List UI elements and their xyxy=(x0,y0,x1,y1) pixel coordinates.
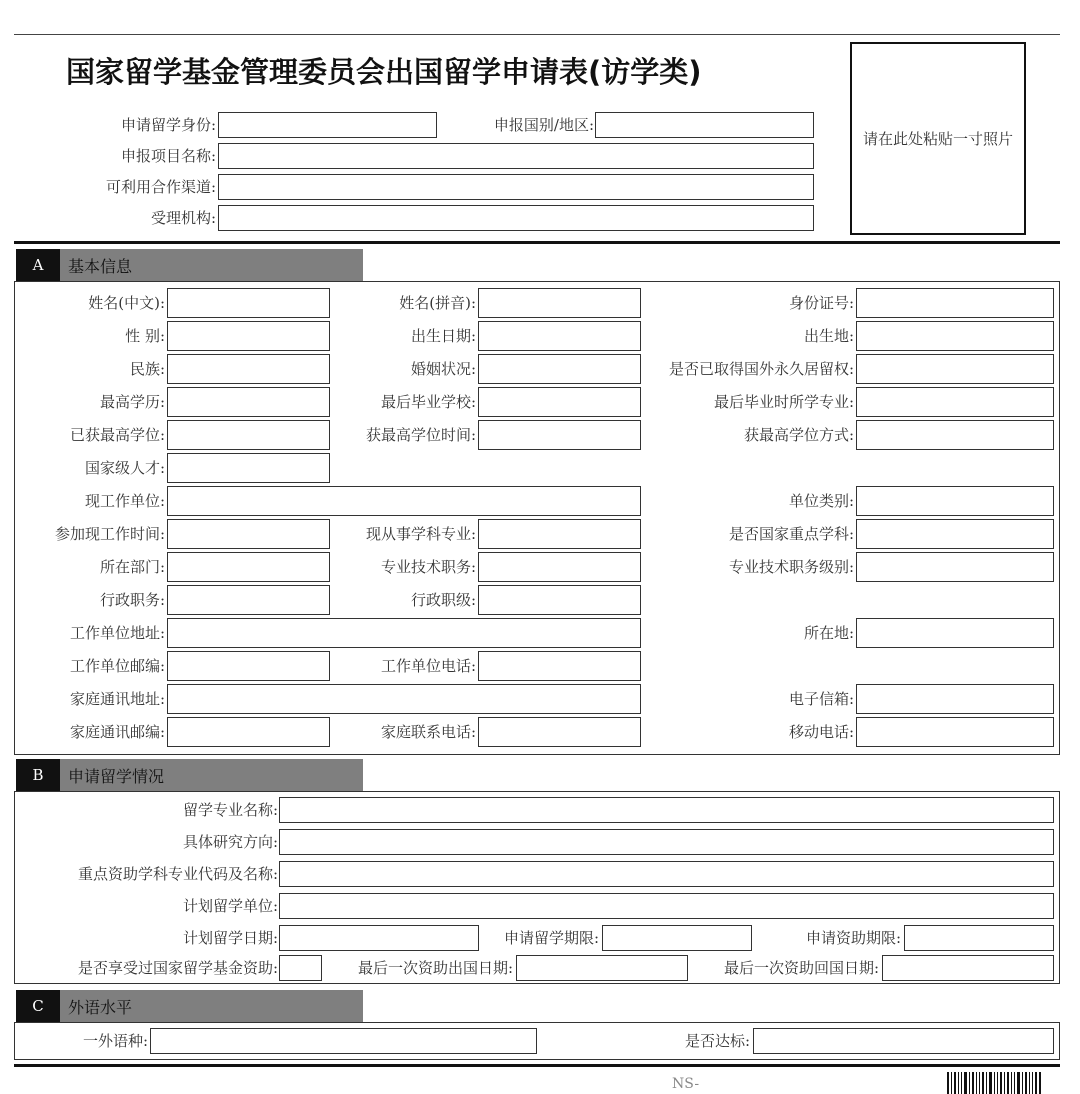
degree-way-label: 获最高学位方式: xyxy=(743,426,854,444)
work-address-input[interactable] xyxy=(167,618,641,648)
plan-date-label: 计划留学日期: xyxy=(182,929,278,947)
home-address-label: 家庭通讯地址: xyxy=(69,690,165,708)
plan-date-input[interactable] xyxy=(279,925,479,951)
pr-abroad-label: 是否已取得国外永久居留权: xyxy=(668,360,854,378)
project-label: 申报项目名称: xyxy=(120,147,216,165)
section-b-header xyxy=(16,759,363,791)
form-title: 国家留学基金管理委员会出国留学申请表(访学类) xyxy=(66,55,702,89)
admin-level-label: 行政职级: xyxy=(410,591,476,609)
section-c-letter: C xyxy=(16,990,60,1022)
work-zip-label: 工作单位邮编: xyxy=(69,657,165,675)
tech-title-input[interactable] xyxy=(478,552,641,582)
education-label: 最高学历: xyxy=(99,393,165,411)
funded-before-label: 是否享受过国家留学基金资助: xyxy=(77,959,278,977)
department-label: 所在部门: xyxy=(99,558,165,576)
section-c-title: 外语水平 xyxy=(60,990,363,1022)
work-phone-label: 工作单位电话: xyxy=(380,657,476,675)
language-input[interactable] xyxy=(150,1028,537,1054)
barcode-icon xyxy=(947,1072,1042,1094)
birth-place-label: 出生地: xyxy=(803,327,854,345)
pr-abroad-input[interactable] xyxy=(856,354,1054,384)
birth-place-input[interactable] xyxy=(856,321,1054,351)
top-rule xyxy=(14,34,1060,35)
key-discipline-label: 是否国家重点学科: xyxy=(728,525,854,543)
home-phone-label: 家庭联系电话: xyxy=(380,723,476,741)
section-a-letter: A xyxy=(16,249,60,281)
section-b-title: 申请留学情况 xyxy=(60,759,363,791)
email-input[interactable] xyxy=(856,684,1054,714)
agency-label: 受理机构: xyxy=(150,209,216,227)
gender-label: 性 别: xyxy=(125,327,165,345)
fund-period-input[interactable] xyxy=(904,925,1054,951)
last-out-label: 最后一次资助出国日期: xyxy=(357,959,513,977)
birth-date-input[interactable] xyxy=(478,321,641,351)
email-label: 电子信箱: xyxy=(788,690,854,708)
country-label: 申报国别/地区: xyxy=(493,116,594,134)
research-input[interactable] xyxy=(279,829,1054,855)
photo-text: 请在此处粘贴一寸照片 xyxy=(862,130,1013,148)
name-py-label: 姓名(拼音): xyxy=(399,294,476,312)
talent-input[interactable] xyxy=(167,453,330,483)
qualified-label: 是否达标: xyxy=(684,1032,750,1050)
last-school-label: 最后毕业学校: xyxy=(380,393,476,411)
birth-date-label: 出生日期: xyxy=(410,327,476,345)
section-c-header xyxy=(16,990,363,1022)
discipline-input[interactable] xyxy=(478,519,641,549)
name-cn-input[interactable] xyxy=(167,288,330,318)
qualified-input[interactable] xyxy=(753,1028,1054,1054)
id-no-input[interactable] xyxy=(856,288,1054,318)
channel-input[interactable] xyxy=(218,174,814,200)
degree-time-label: 获最高学位时间: xyxy=(365,426,476,444)
admin-level-input[interactable] xyxy=(478,585,641,615)
join-time-label: 参加现工作时间: xyxy=(54,525,165,543)
last-school-input[interactable] xyxy=(478,387,641,417)
section-a-header xyxy=(16,249,363,281)
gender-input[interactable] xyxy=(167,321,330,351)
last-back-input[interactable] xyxy=(882,955,1054,981)
key-code-label: 重点资助学科专业代码及名称: xyxy=(77,865,278,883)
location-input[interactable] xyxy=(856,618,1054,648)
employer-label: 现工作单位: xyxy=(84,492,165,510)
mobile-input[interactable] xyxy=(856,717,1054,747)
discipline-label: 现从事学科专业: xyxy=(365,525,476,543)
mobile-label: 移动电话: xyxy=(788,723,854,741)
degree-time-input[interactable] xyxy=(478,420,641,450)
join-time-input[interactable] xyxy=(167,519,330,549)
section-b-letter: B xyxy=(16,759,60,791)
channel-label: 可利用合作渠道: xyxy=(105,178,216,196)
employer-type-input[interactable] xyxy=(856,486,1054,516)
key-code-input[interactable] xyxy=(279,861,1054,887)
admin-post-label: 行政职务: xyxy=(99,591,165,609)
department-input[interactable] xyxy=(167,552,330,582)
study-period-input[interactable] xyxy=(602,925,752,951)
last-back-label: 最后一次资助回国日期: xyxy=(723,959,879,977)
host-label: 计划留学单位: xyxy=(182,897,278,915)
fund-period-label: 申请资助期限: xyxy=(805,929,901,947)
work-zip-input[interactable] xyxy=(167,651,330,681)
header-rule xyxy=(14,241,1060,244)
language-label: 一外语种: xyxy=(82,1032,148,1050)
identity-label: 申请留学身份: xyxy=(120,116,216,134)
work-phone-input[interactable] xyxy=(478,651,641,681)
marital-label: 婚姻状况: xyxy=(410,360,476,378)
footer-code: NS- xyxy=(672,1076,700,1092)
degree-input[interactable] xyxy=(167,420,330,450)
degree-label: 已获最高学位: xyxy=(69,426,165,444)
degree-way-input[interactable] xyxy=(856,420,1054,450)
talent-label: 国家级人才: xyxy=(84,459,165,477)
section-a-title: 基本信息 xyxy=(60,249,363,281)
id-no-label: 身份证号: xyxy=(788,294,854,312)
country-input[interactable] xyxy=(595,112,814,138)
project-input[interactable] xyxy=(218,143,814,169)
last-major-input[interactable] xyxy=(856,387,1054,417)
last-out-input[interactable] xyxy=(516,955,688,981)
admin-post-input[interactable] xyxy=(167,585,330,615)
name-cn-label: 姓名(中文): xyxy=(88,294,165,312)
funded-before-input[interactable] xyxy=(279,955,322,981)
employer-type-label: 单位类别: xyxy=(788,492,854,510)
home-zip-input[interactable] xyxy=(167,717,330,747)
research-label: 具体研究方向: xyxy=(182,833,278,851)
agency-input[interactable] xyxy=(218,205,814,231)
home-zip-label: 家庭通讯邮编: xyxy=(69,723,165,741)
tech-level-input[interactable] xyxy=(856,552,1054,582)
identity-input[interactable] xyxy=(218,112,437,138)
tech-title-label: 专业技术职务: xyxy=(380,558,476,576)
host-input[interactable] xyxy=(279,893,1054,919)
tech-level-label: 专业技术职务级别: xyxy=(728,558,854,576)
location-label: 所在地: xyxy=(803,624,854,642)
home-phone-input[interactable] xyxy=(478,717,641,747)
key-discipline-input[interactable] xyxy=(856,519,1054,549)
employer-input[interactable] xyxy=(167,486,641,516)
last-major-label: 最后毕业时所学专业: xyxy=(713,393,854,411)
major-label: 留学专业名称: xyxy=(182,801,278,819)
bottom-rule xyxy=(14,1064,1060,1067)
name-py-input[interactable] xyxy=(478,288,641,318)
ethnicity-label: 民族: xyxy=(129,360,165,378)
major-input[interactable] xyxy=(279,797,1054,823)
photo-placeholder xyxy=(850,42,1026,235)
study-period-label: 申请留学期限: xyxy=(503,929,599,947)
marital-input[interactable] xyxy=(478,354,641,384)
education-input[interactable] xyxy=(167,387,330,417)
home-address-input[interactable] xyxy=(167,684,641,714)
work-address-label: 工作单位地址: xyxy=(69,624,165,642)
ethnicity-input[interactable] xyxy=(167,354,330,384)
